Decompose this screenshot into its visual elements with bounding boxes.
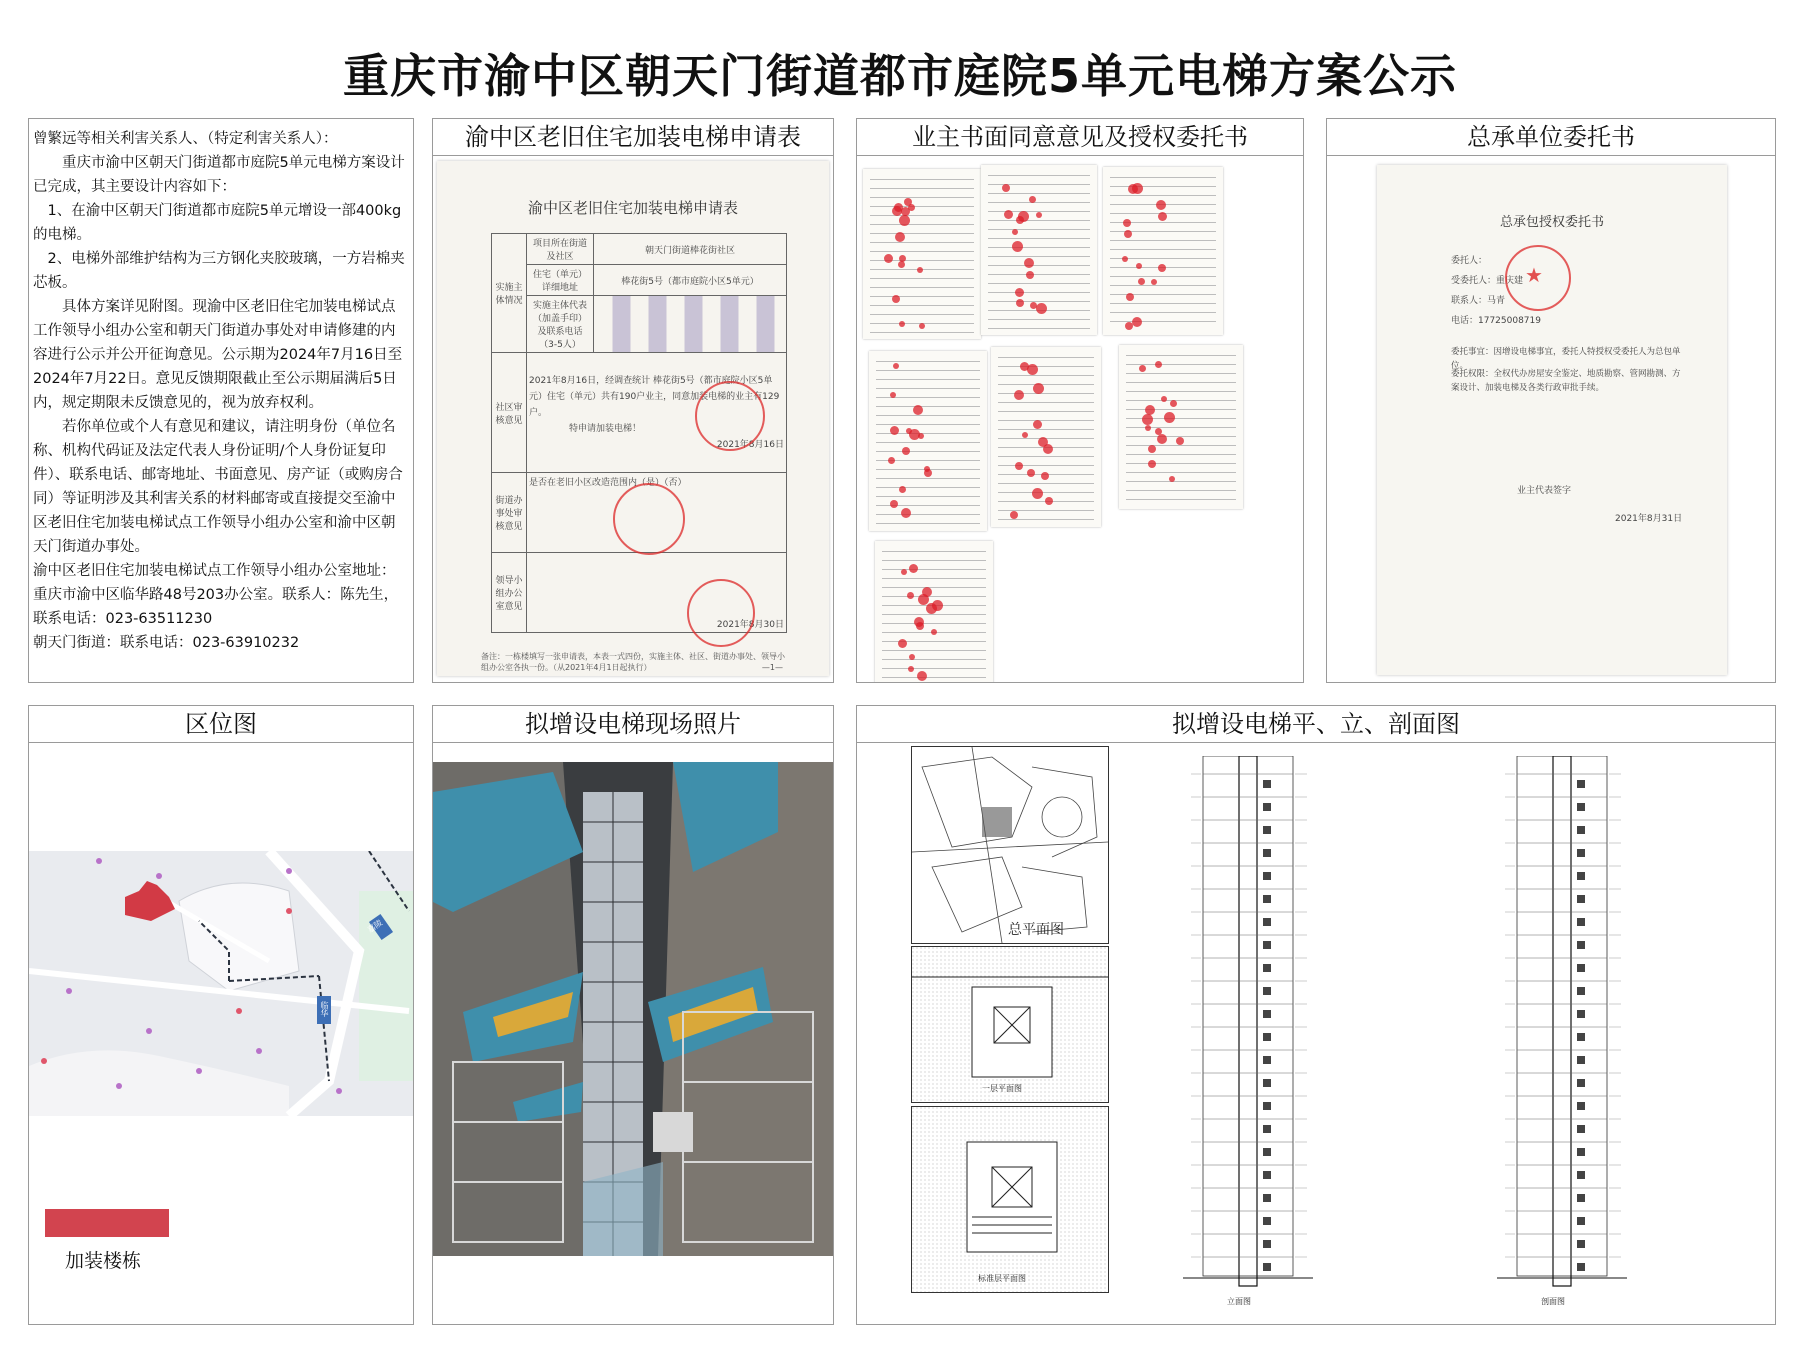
sheet-line [870,251,974,252]
drawings-panel-header: 拟增设电梯平、立、剖面图 [857,706,1775,743]
fingerprint-mark [1012,241,1023,252]
consent-panel-header: 业主书面同意意见及授权委托书 [857,119,1303,156]
contractor-rep: 业主代表签字 [1517,486,1572,496]
sheet-line [998,420,1095,421]
sheet-line [988,283,1090,284]
sheet-line [998,393,1095,394]
section-drawing [1497,756,1627,1312]
application-panel [432,118,834,683]
sheet-line [1110,195,1216,196]
sheet-line [1110,285,1216,286]
sheet-line [876,361,980,362]
contractor-entrusting: 委托人： [1451,256,1488,266]
fingerprint-mark [1158,212,1167,221]
sheet-line [870,188,974,189]
floor-plan-graphic-2 [912,1107,1108,1292]
drawings-panel [856,705,1776,1325]
fingerprint-mark [1155,361,1162,368]
consent-sheet [1103,167,1223,335]
map-road-label: 嘉陵 [365,918,385,935]
sheet-line [870,224,974,225]
form-footnote: 备注：一栋楼填写一张申请表，本表一式四份，实施主体、社区、街道办事处、领导小组办公室各执一份。（从2021年4月1日起执行） [481,652,785,672]
fingerprint-mark [1164,412,1175,423]
sheet-line [988,301,1090,302]
site-plan-label: 总平面图 [1008,922,1064,938]
sheet-line [870,215,974,216]
section-label: 剖面图 [1541,1297,1565,1306]
sheet-line [870,233,974,234]
fingerprint-mark [884,254,893,263]
sheet-line [882,668,986,669]
sheet-line [988,265,1090,266]
fingerprint-mark [895,232,905,242]
fingerprint-mark [1012,229,1018,235]
contractor-panel [1326,118,1776,683]
fingerprint-mark [892,295,900,303]
sheet-line [998,465,1095,466]
sheet-line [882,650,986,651]
red-stamp [687,579,755,647]
application-panel-header: 渝中区老旧住宅加装电梯申请表 [433,119,833,156]
floor-plan-label-1: 一层平面图 [982,1084,1022,1093]
sheet-line [998,456,1095,457]
consent-sheet [875,541,993,683]
sheet-line [988,229,1090,230]
fingerprint-mark [899,321,905,327]
consent-sheet [981,165,1097,335]
sheet-line [1126,499,1235,500]
contractor-document [1377,165,1727,675]
form-cell: 朝天门街道棒花街社区 [594,234,787,265]
sheet-line [876,415,980,416]
sheet-line [876,514,980,515]
tower-graphic [1183,756,1313,1292]
fingerprint-mark [1132,317,1142,327]
consent-panel [856,118,1304,683]
red-stamp [695,381,765,451]
sheet-line [870,242,974,243]
location-panel [28,705,414,1325]
fingerprint-mark [1029,196,1036,203]
sheet-line [876,442,980,443]
fingerprint-mark [917,267,923,273]
form-cell: 住宅（单元）详细地址 [527,265,594,296]
consent-sheet [991,347,1101,527]
sheet-line [882,659,986,660]
sheet-line [882,560,986,561]
floor-plan-label-2: 标准层平面图 [978,1274,1026,1283]
consent-sheets [857,155,1304,683]
sheet-line [870,197,974,198]
form-cell: 社区审核意见 [492,353,527,473]
red-star-icon: ★ [1525,263,1543,287]
sheet-line [998,492,1095,493]
fingerprint-mark [913,405,923,415]
fingerprint-mark [926,603,937,614]
sheet-line [988,328,1090,329]
site-photo-graphic [433,762,833,1256]
sheet-line [1126,409,1235,410]
sheet-line [988,274,1090,275]
sheet-line [882,569,986,570]
fingerprint-mark [1124,230,1132,238]
fingerprint-mark [898,261,905,268]
fingerprint-mark [1161,396,1167,402]
fingerprint-mark [1158,264,1166,272]
fingerprint-mark [1027,469,1035,477]
fingerprint-mark [1125,322,1133,330]
sheet-line [1126,382,1235,383]
form-signatures [594,296,787,353]
map-graphic [29,851,413,1116]
fingerprint-mark [1123,219,1131,227]
sheet-line [1110,186,1216,187]
form-cell: 街道办事处审核意见 [492,473,527,553]
tower-graphic [1497,756,1627,1292]
sheet-line [1126,391,1235,392]
fingerprint-mark [1014,390,1024,400]
sheet-line [876,370,980,371]
page-title: 重庆市渝中区朝天门街道都市庭院5单元电梯方案公示 [342,49,1457,103]
map-road-label: 临华 [320,1001,329,1017]
sheet-line [870,332,974,333]
sheet-line [998,429,1095,430]
fingerprint-mark [1010,511,1018,519]
fingerprint-mark [1157,434,1167,444]
sheet-line [876,424,980,425]
sheet-line [876,523,980,524]
location-panel-header: 区位图 [29,706,413,743]
fingerprint-mark [908,666,914,672]
notice-item-2: 2、电梯外部维护结构为三方钢化夹胶玻璃，一方岩棉夹芯板。 [33,251,405,291]
consent-sheet [869,351,987,531]
sheet-line [988,193,1090,194]
form-cell: 实施主体情况 [492,234,527,353]
sheet-line [998,483,1095,484]
sheet-line [1126,427,1235,428]
sheet-line [882,578,986,579]
fingerprint-mark [924,469,932,477]
notice-contact: 朝天门街道：联系电话：023-63910232 [33,635,300,651]
fingerprint-mark [918,594,929,605]
contractor-panel-header: 总承单位委托书 [1327,119,1775,156]
notice-paragraph-3: 若你单位或个人有意见和建议，请注明身份（单位名称、机构代码证及法定代表人身份证明/个人身份证复印件）、联系电话、邮寄地址、书面意见、房产证（或购房合同）等证明涉及其利害关系的材料邮寄或直接提交至渝中区老旧住宅加装电梯试点工作领导小组办公室和渝中区朝天门街道办事处。 [33,419,403,555]
fingerprint-mark [1142,414,1153,425]
fingerprint-mark [907,592,914,599]
fingerprint-mark [1148,445,1156,453]
notice-item-1: 1、在渝中区朝天门街道都市庭院5单元增设一部400kg的电梯。 [33,203,402,243]
sheet-line [998,357,1095,358]
sheet-line [988,202,1090,203]
fingerprint-mark [1170,400,1177,407]
sheet-line [988,238,1090,239]
fingerprint-mark [1016,216,1024,224]
sheet-line [870,314,974,315]
sheet-line [988,220,1090,221]
sheet-line [870,179,974,180]
sheet-line [1110,240,1216,241]
fingerprint-mark [1033,383,1044,394]
fingerprint-mark [1176,437,1184,445]
sheet-line [876,496,980,497]
fingerprint-mark [893,363,899,369]
sheet-line [882,596,986,597]
sheet-line [876,388,980,389]
contractor-matter: 委托事宜：因增设电梯事宜，委托人特授权受委托人为总包单位。 [1451,347,1681,371]
sheet-line [870,206,974,207]
fingerprint-mark [1024,258,1034,268]
fingerprint-mark [909,564,918,573]
notice-text [29,119,413,655]
fingerprint-mark [909,429,920,440]
fingerprint-mark [931,629,937,635]
fingerprint-mark [1015,288,1024,297]
contractor-phone: 电话：17725008719 [1451,316,1541,326]
location-map [29,851,413,1116]
application-document [437,161,829,676]
form-cell: 项目所在街道及社区 [527,234,594,265]
sheet-line [876,487,980,488]
sheet-line [1126,355,1235,356]
contractor-doc-title: 总承包授权委托书 [1499,215,1604,230]
fingerprint-mark [899,215,910,226]
form-page-number: —1— [761,663,783,672]
fingerprint-mark [1148,460,1156,468]
sheet-line [1126,454,1235,455]
form-cell: 实施主体代表（加盖手印）及联系电话（3-5人） [527,296,594,353]
fingerprint-mark [890,500,898,508]
sheet-line [998,519,1095,520]
legend-swatch [45,1209,169,1237]
form-cell: 领导小组办公室意见 [492,553,527,633]
fingerprint-mark [1016,299,1024,307]
contractor-contact: 联系人：马青 [1451,296,1506,306]
sheet-line [1126,472,1235,473]
form-cell: 2021年8月30日 [527,553,787,633]
fingerprint-mark [890,392,896,398]
elevation-label: 立面图 [1227,1297,1251,1306]
site-plan-drawing [911,746,1109,944]
contractor-scope: 委托权限：全权代办房屋安全鉴定、地质勘察、管网勘测、方案设计、加装电梯及各类行政审批手续。 [1451,369,1681,393]
sheet-line [882,551,986,552]
form-cell: 是否在老旧小区改造范围内（是）（否） [527,473,787,553]
form-community-date: 2021年8月16日 [716,439,784,450]
fingerprint-mark [1026,271,1034,279]
sheet-line [988,247,1090,248]
fingerprint-mark [1022,432,1028,438]
fingerprint-mark [1033,420,1042,429]
sheet-line [870,278,974,279]
fingerprint-mark [1136,263,1142,269]
fingerprint-mark [919,323,925,329]
notice-salutation: 曾繁远等相关利害关系人、（特定利害关系人）： [33,131,338,147]
sheet-line [1126,481,1235,482]
sheet-line [1110,303,1216,304]
fingerprint-mark [1145,425,1151,431]
sheet-line [876,406,980,407]
fingerprint-mark [1004,210,1013,219]
fingerprint-mark [1041,472,1049,480]
notice-paragraph-1: 重庆市渝中区朝天门街道都市庭院5单元电梯方案设计已完成，其主要设计内容如下： [33,155,405,195]
sheet-line [988,256,1090,257]
legend-label: 加装楼栋 [65,1250,142,1272]
fingerprint-mark [1032,488,1043,499]
sheet-line [998,366,1095,367]
fingerprint-mark [1126,293,1134,301]
elevation-drawing [1183,756,1313,1312]
sheet-line [876,379,980,380]
notice-paragraph-2: 具体方案详见附图。现渝中区老旧住宅加装电梯试点工作领导小组办公室和朝天门街道办事处对申请修建的内容进行公示并公开征询意见。公示期为2024年7月16日至2024年7月22日。意见反馈期限截止至公示期届满后5日内，规定期限未反馈意见的，视为放弃权利。 [33,299,403,411]
sheet-line [1126,490,1235,491]
sheet-line [998,402,1095,403]
site-photo [433,762,833,1256]
sheet-line [998,384,1095,385]
application-doc-title: 渝中区老旧住宅加装电梯申请表 [527,199,738,217]
sheet-line [870,296,974,297]
floor-plan-graphic-1 [912,947,1108,1102]
sheet-line [1110,249,1216,250]
fingerprint-mark [917,671,927,681]
notice-panel [28,118,414,683]
sheet-line [882,614,986,615]
consent-sheet [1119,345,1243,509]
form-community-sign: 特申请加装电梯！ [569,423,642,434]
floor-plan-drawing-1 [911,946,1109,1103]
site-plan-graphic [912,747,1108,943]
contractor-entrusted: 受委托人：重庆建 [1451,276,1524,286]
fingerprint-mark [899,486,906,493]
sheet-line [1126,445,1235,446]
fingerprint-mark [1002,184,1010,192]
fingerprint-mark [901,569,907,575]
sheet-line [876,451,980,452]
fingerprint-mark [1138,278,1145,285]
floor-plan-drawing-2 [911,1106,1109,1293]
fingerprint-mark [1139,365,1146,372]
sheet-line [988,175,1090,176]
sheet-line [988,319,1090,320]
fingerprint-mark [1036,303,1047,314]
sheet-line [882,677,986,678]
fingerprint-mark [888,457,895,464]
consent-sheet [863,169,981,339]
fingerprint-mark [1027,364,1038,375]
fingerprint-mark [898,639,907,648]
sheet-line [882,623,986,624]
sheet-line [876,478,980,479]
fingerprint-mark [1015,462,1023,470]
sheet-line [882,587,986,588]
sheet-line [998,411,1095,412]
fingerprint-mark [1038,437,1048,447]
sheet-line [988,292,1090,293]
fingerprint-mark [902,447,910,455]
photo-panel [432,705,834,1325]
sheet-line [1126,373,1235,374]
notice-address: 渝中区老旧住宅加装电梯试点工作领导小组办公室地址：重庆市渝中区临华路48号203办公室。联系人：陈先生，联系电话：023-63511230 [33,563,399,627]
sheet-line [1126,463,1235,464]
fingerprint-mark [1045,497,1053,505]
contractor-date: 2021年8月31日 [1615,514,1683,524]
sheet-line [870,287,974,288]
photo-panel-header: 拟增设电梯现场照片 [433,706,833,743]
form-cell: 棒花街5号（都市庭院小区5单元） [594,265,787,296]
sheet-line [1110,276,1216,277]
fingerprint-mark [909,654,915,660]
red-stamp [613,483,685,555]
sheet-line [1110,177,1216,178]
sheet-line [1126,400,1235,401]
fingerprint-mark [1156,200,1166,210]
fingerprint-mark [1036,212,1042,218]
fingerprint-mark [1122,256,1128,262]
form-community-text: 2021年8月16日，经调查统计 棒花街5号（都市庭院小区5单元）住宅（单元）共有190户业主，同意加装电梯的业主有129户。 [529,375,780,418]
sheet-line [870,305,974,306]
fingerprint-mark [901,508,911,518]
sheet-line [1110,312,1216,313]
sheet-line [998,375,1095,376]
